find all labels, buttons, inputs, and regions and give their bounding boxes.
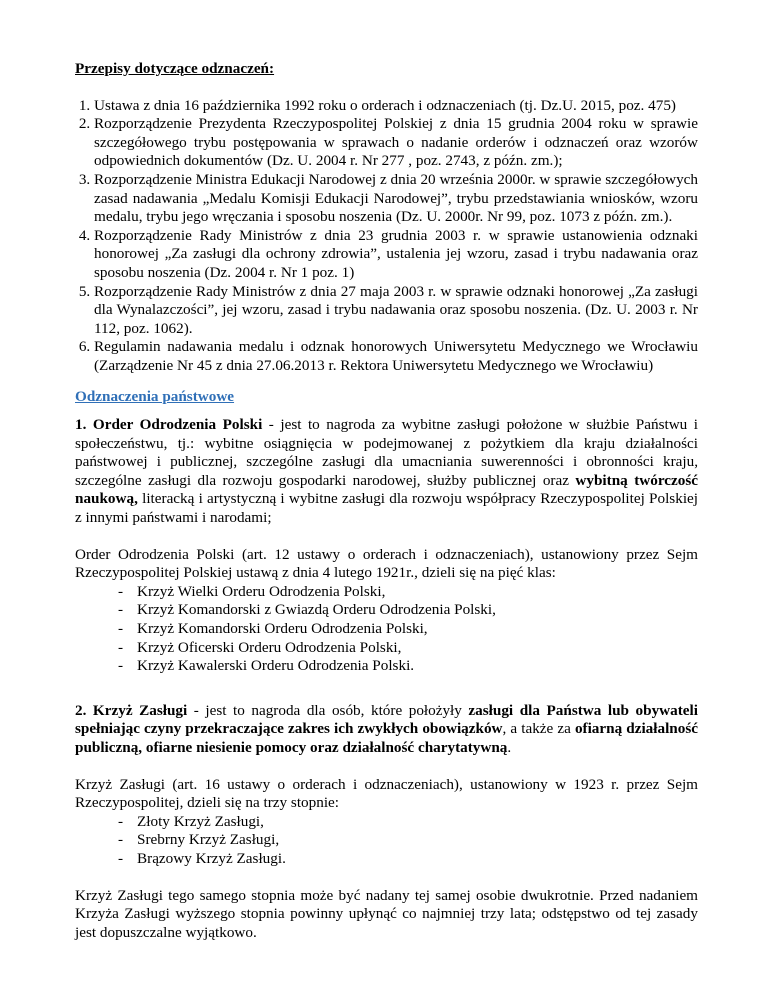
order-desc-text-end: literacką i artystyczną i wybitne zasługi dla rozwoju współpracy Rzeczypospolitej Polskiej z innymi państwami i narodami; [75, 490, 698, 527]
regulations-list [75, 97, 698, 376]
list-item: - Krzyż Komandorski Orderu Odrodzenia Polski, [119, 620, 698, 639]
cross-desc-emphasis: zasługi dla Państwa lub obywateli spełniając czyny przekraczające zakres ich zwykłych obowiązków [75, 701, 698, 738]
order-classes-list [75, 583, 698, 676]
order-title: 1. Order Odrodzenia Polski [75, 416, 263, 434]
list-item: - Krzyż Komandorski z Gwiazdą Orderu Odrodzenia Polski, [119, 601, 698, 620]
cross-degrees-intro: Krzyż Zasługi (art. 16 ustawy o orderach i odznaczeniach), ustanowiony w 1923 r. przez Sejm Rzeczypospolitej, dzieli się na trzy stopnie: [75, 775, 698, 812]
cross-desc-text-mid: , a także za [502, 720, 575, 738]
cross-desc-text: - jest to nagroda dla osób, które położyły [187, 701, 469, 719]
list-item: - Złoty Krzyż Zasługi, [119, 813, 698, 832]
cross-rule: Krzyż Zasługi tego samego stopnia może być nadany tej samej osobie dwukrotnie. Przed nadaniem Krzyża Zasługi wyższego stopnia powinny upłynąć co najmniej trzy lata; odstępstwo od tej zasady jest dopuszczalne wyjątkowo. [75, 886, 698, 941]
list-item: - Krzyż Oficerski Orderu Odrodzenia Polski, [119, 639, 698, 658]
list-item: 2. Rozporządzenie Prezydenta Rzeczypospolitej Polskiej z dnia 15 grudnia 2004 roku w sprawie szczegółowego trybu postępowania w sprawach o nadanie orderów i odznaczeń oraz wzorów odpowiednich dokumentów (Dz. U. 2004 r. Nr 277 , poz. 2743, z późn. zm.); [94, 115, 698, 171]
state-awards-heading: Odznaczenia państwowe [75, 387, 235, 405]
document-page [75, 60, 698, 942]
cross-desc-emphasis-2: ofiarną działalność publiczną, ofiarne niesienie pomocy oraz działalność charytatywną [75, 720, 698, 756]
list-item: - Brązowy Krzyż Zasługi. [119, 850, 698, 869]
order-desc-emphasis: wybitną twórczość naukową, [75, 471, 699, 508]
list-item: - Krzyż Kawalerski Orderu Odrodzenia Polski. [119, 657, 698, 676]
order-desc-text: - jest to nagroda za wybitne zasługi położone w służbie Państwu i społeczeństwu, tj.: wybitne osiągnięcia w podejmowanej z pożytkiem dla kraju działalności państwowej i publicznej, szczególne zasługi dla umacniania suwerenności i obronności kraju, szczególne zasługi dla rozwoju gospodarki narodowej, służby publicznej oraz [75, 416, 699, 489]
list-item: - Srebrny Krzyż Zasługi, [119, 831, 698, 850]
cross-title: 2. Krzyż Zasługi [75, 701, 188, 719]
cross-degrees-list [75, 813, 698, 869]
list-item: 4. Rozporządzenie Rady Ministrów z dnia 23 grudnia 2003 r. w sprawie ustanowienia odznaki honorowej „Za zasługi dla ochrony zdrowia”, ustalenia jej wzoru, zasad i trybu nadawania oraz sposobu noszenia (Dz. 2004 r. Nr 1 poz. 1) [94, 227, 698, 283]
list-item: - Krzyż Wielki Orderu Odrodzenia Polski, [119, 583, 698, 602]
cross-description [75, 702, 698, 758]
list-item: 3. Rozporządzenie Ministra Edukacji Narodowej z dnia 20 września 2000r. w sprawie szczegółowych zasad nadawania „Medalu Komisji Edukacji Narodowej”, trybu przedstawiania wniosków, wzoru medalu, trybu jego wręczania i sposobu noszenia (Dz. U. 2000r. Nr 99, poz. 1073 z późn. zm.). [94, 171, 698, 227]
list-item: 5. Rozporządzenie Rady Ministrów z dnia 27 maja 2003 r. w sprawie odznaki honorowej „Za zasługi dla Wynalazczości”, jej wzoru, zasad i trybu nadawania oraz sposobu noszenia. (Dz. U. 2003 r. Nr 112, poz. 1062). [94, 283, 698, 339]
regulations-heading: Przepisy dotyczące odznaczeń: [75, 60, 275, 77]
order-description [75, 416, 698, 528]
cross-desc-text-end: . [507, 739, 512, 756]
order-classes-intro: Order Odrodzenia Polski (art. 12 ustawy o orderach i odznaczeniach), ustanowiony przez Sejm Rzeczypospolitej Polskiej ustawą z dnia 4 lutego 1921r., dzieli się na pięć klas: [75, 545, 698, 582]
list-item: 6. Regulamin nadawania medalu i odznak honorowych Uniwersytetu Medycznego we Wrocławiu (Zarządzenie Nr 45 z dnia 27.06.2013 r. Rektora Uniwersytetu Medycznego we Wrocławiu) [94, 338, 698, 375]
list-item: 1. Ustawa z dnia 16 października 1992 roku o orderach i odznaczeniach (tj. Dz.U. 2015, poz. 475) [94, 97, 698, 116]
